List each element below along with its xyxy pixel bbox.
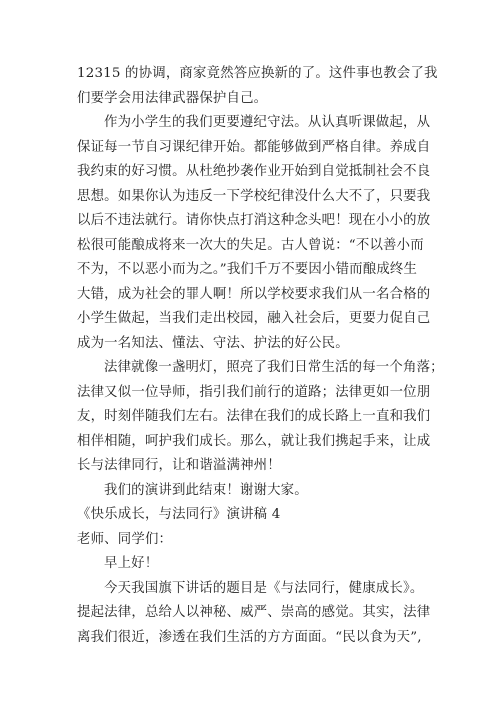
text-line: 提起法律，总给人以神秘、威严、崇高的感觉。其实，法律	[77, 605, 431, 620]
text-line: 大错，成为社会的罪人啊！所以学校要求我们从一名合格的	[77, 286, 431, 302]
text-line: 我约束的好习惯。从杜绝抄袭作业开始到自觉抵制社会不良	[77, 164, 431, 179]
paragraph-start-line: 法律就像一盏明灯，照亮了我们日常生活的每一个角落；	[104, 360, 444, 375]
text-line: 法律又似一位导师，指引我们前行的道路；法律更如一位朋	[77, 384, 431, 400]
paragraph-start-line: 今天我国旗下讲话的题目是《与法同行，健康成长》。	[104, 580, 424, 596]
text-line: 成为一名知法、懂法、守法、护法的好公民。	[77, 335, 349, 351]
speech-title: 《快乐成长，与法同行》演讲稿 4	[77, 507, 281, 522]
text-line: 以后不违法就行。请你快点打消这种念头吧！现在小小的放	[77, 213, 431, 228]
closing-line: 我们的演讲到此结束！谢谢大家。	[104, 482, 308, 498]
salutation: 老师、同学们：	[77, 531, 173, 547]
text-line: 离我们很近，渗透在我们生活的方方面面。“民以食为天”,	[77, 629, 422, 645]
text-line: 不为，不以恶小而为之。”我们千万不要因小错而酿成终生	[77, 262, 418, 277]
text-line: 小学生做起，当我们走出校园，融入社会后，更要力促自己	[77, 311, 431, 326]
document-body	[77, 62, 444, 650]
greeting: 早上好！	[104, 556, 159, 571]
text-line: 松很可能酿成将来一次大的失足。古人曾说：“不以善小而	[77, 237, 424, 253]
text-line: 思想。如果你认为违反一下学校纪律没什么大不了，只要我	[77, 188, 431, 204]
paragraph-start-line: 作为小学生的我们更要遵纪守法。从认真听课做起，从	[104, 115, 431, 130]
text-line: 长与法律同行，让和谐溢满神州！	[77, 458, 281, 473]
text-line: 12315 的协调，商家竟然答应换新的了。这件事也教会了我	[77, 66, 438, 81]
text-line: 相伴相随，呵护我们成长。那么，就让我们携起手来，让成	[77, 433, 431, 449]
text-line: 友，时刻伴随我们左右。法律在我们的成长路上一直和我们	[77, 409, 431, 424]
text-line: 们要学会用法律武器保护自己。	[77, 90, 268, 106]
text-line: 保证每一节自习课纪律开始。都能够做到严格自律。养成自	[77, 139, 431, 155]
